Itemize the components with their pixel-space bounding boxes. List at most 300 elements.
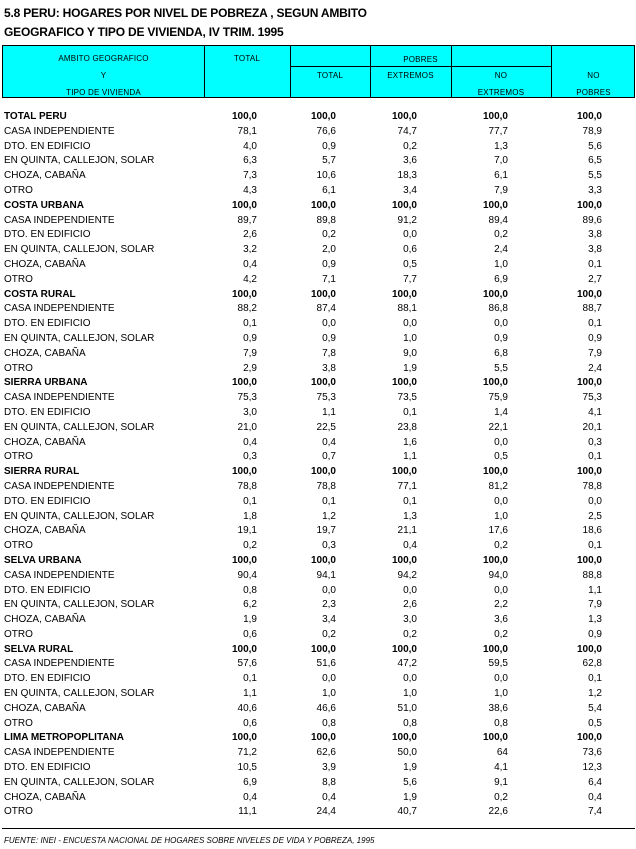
table-title-line-1: 5.8 PERU: HOGARES POR NIVEL DE POBREZA , SEGUN AMBITO <box>4 6 367 20</box>
cell-value: 7,9 <box>494 184 508 196</box>
cell-value: 88,8 <box>582 569 602 581</box>
cell-value: 57,6 <box>237 658 257 670</box>
cell-value: 6,1 <box>494 170 508 182</box>
row-label: EN QUINTA, CALLEJON, SOLAR <box>4 244 155 256</box>
cell-value: 22,5 <box>316 421 336 433</box>
cell-value: 1,9 <box>403 791 417 803</box>
cell-value: 1,1 <box>243 688 257 700</box>
cell-value: 3,4 <box>322 614 336 626</box>
table-row <box>0 273 636 288</box>
cell-value: 7,0 <box>494 155 508 167</box>
cell-value: 78,8 <box>582 480 602 492</box>
cell-value: 5,5 <box>494 362 508 374</box>
row-label: CASA INDEPENDIENTE <box>4 480 115 492</box>
cell-value: 0,0 <box>403 584 417 596</box>
cell-value: 0,0 <box>494 584 508 596</box>
cell-value: 0,5 <box>588 717 602 729</box>
cell-value: 100,0 <box>310 643 336 655</box>
cell-value: 1,9 <box>243 614 257 626</box>
cell-value: 78,9 <box>582 125 602 137</box>
cell-value: 1,3 <box>403 510 417 522</box>
row-label: EN QUINTA, CALLEJON, SOLAR <box>4 155 155 167</box>
row-label: EN QUINTA, CALLEJON, SOLAR <box>4 332 155 344</box>
category-row <box>0 643 636 658</box>
row-label: CHOZA, CABAÑA <box>4 702 86 714</box>
cell-value: 0,9 <box>494 332 508 344</box>
table-row <box>0 791 636 806</box>
header-no-pobres-line-1: NO <box>587 71 600 80</box>
category-row <box>0 465 636 480</box>
table-row <box>0 598 636 613</box>
cell-value: 94,1 <box>316 569 336 581</box>
cell-value: 1,2 <box>322 510 336 522</box>
row-label: CASA INDEPENDIENTE <box>4 747 115 759</box>
row-label: OTRO <box>4 540 33 552</box>
table-row <box>0 169 636 184</box>
row-label: CASA INDEPENDIENTE <box>4 569 115 581</box>
cell-value: 40,7 <box>397 806 417 818</box>
cell-value: 0,4 <box>588 791 602 803</box>
cell-value: 1,1 <box>403 451 417 463</box>
cell-value: 5,4 <box>588 702 602 714</box>
table-row <box>0 421 636 436</box>
cell-value: 75,3 <box>582 392 602 404</box>
cell-value: 6,5 <box>588 155 602 167</box>
table-row <box>0 510 636 525</box>
cell-value: 94,2 <box>397 569 417 581</box>
cell-value: 2,7 <box>588 273 602 285</box>
row-label: DTO. EN EDIFICIO <box>4 495 91 507</box>
table-row <box>0 657 636 672</box>
cell-value: 89,6 <box>582 214 602 226</box>
cell-value: 12,3 <box>582 762 602 774</box>
cell-value: 2,3 <box>322 599 336 611</box>
cell-value: 1,9 <box>403 762 417 774</box>
cell-value: 88,7 <box>582 303 602 315</box>
cell-value: 7,9 <box>588 599 602 611</box>
cell-value: 23,8 <box>397 421 417 433</box>
row-label: CASA INDEPENDIENTE <box>4 214 115 226</box>
cell-value: 5,5 <box>588 170 602 182</box>
cell-value: 1,0 <box>322 688 336 700</box>
cell-value: 9,1 <box>494 776 508 788</box>
row-label: OTRO <box>4 628 33 640</box>
table-row <box>0 584 636 599</box>
cell-value: 1,1 <box>588 584 602 596</box>
table-row <box>0 391 636 406</box>
cell-value: 5,6 <box>403 776 417 788</box>
cell-value: 6,9 <box>494 273 508 285</box>
table-row <box>0 717 636 732</box>
row-label: CASA INDEPENDIENTE <box>4 303 115 315</box>
cell-value: 100,0 <box>310 288 336 300</box>
row-label: OTRO <box>4 362 33 374</box>
cell-value: 46,6 <box>316 702 336 714</box>
cell-value: 4,1 <box>588 406 602 418</box>
cell-value: 100,0 <box>482 554 508 566</box>
table-row <box>0 154 636 169</box>
table-row <box>0 480 636 495</box>
cell-value: 1,0 <box>403 688 417 700</box>
cell-value: 100,0 <box>231 377 257 389</box>
cell-value: 0,0 <box>322 673 336 685</box>
cell-value: 75,9 <box>488 392 508 404</box>
cell-value: 90,4 <box>237 569 257 581</box>
cell-value: 0,1 <box>403 495 417 507</box>
cell-value: 100,0 <box>310 554 336 566</box>
cell-value: 0,1 <box>588 540 602 552</box>
row-label: DTO. EN EDIFICIO <box>4 762 91 774</box>
cell-value: 1,1 <box>322 406 336 418</box>
cell-value: 0,0 <box>494 673 508 685</box>
cell-value: 3,8 <box>322 362 336 374</box>
cell-value: 0,9 <box>322 332 336 344</box>
cell-value: 1,9 <box>403 362 417 374</box>
cell-value: 100,0 <box>576 199 602 211</box>
cell-value: 50,0 <box>397 747 417 759</box>
cell-value: 1,4 <box>494 406 508 418</box>
row-label: CHOZA, CABAÑA <box>4 170 86 182</box>
cell-value: 86,8 <box>488 303 508 315</box>
cell-value: 3,0 <box>403 614 417 626</box>
row-label: CHOZA, CABAÑA <box>4 525 86 537</box>
cell-value: 100,0 <box>231 288 257 300</box>
cell-value: 20,1 <box>582 421 602 433</box>
cell-value: 3,6 <box>494 614 508 626</box>
cell-value: 0,0 <box>403 229 417 241</box>
row-label: OTRO <box>4 451 33 463</box>
cell-value: 40,6 <box>237 702 257 714</box>
table-row <box>0 125 636 140</box>
cell-value: 0,5 <box>403 258 417 270</box>
table-row <box>0 569 636 584</box>
table-row <box>0 317 636 332</box>
cell-value: 9,0 <box>403 347 417 359</box>
cell-value: 100,0 <box>231 554 257 566</box>
cell-value: 0,4 <box>243 436 257 448</box>
row-label: DTO. EN EDIFICIO <box>4 140 91 152</box>
cell-value: 0,1 <box>403 406 417 418</box>
cell-value: 0,6 <box>403 244 417 256</box>
cell-value: 0,4 <box>322 436 336 448</box>
table-row <box>0 702 636 717</box>
row-label: COSTA URBANA <box>4 199 84 211</box>
cell-value: 78,8 <box>237 480 257 492</box>
cell-value: 10,5 <box>237 762 257 774</box>
cell-value: 0,9 <box>322 258 336 270</box>
cell-value: 3,3 <box>588 184 602 196</box>
header-pobres-total: TOTAL <box>316 71 344 80</box>
cell-value: 5,7 <box>322 155 336 167</box>
row-label: CASA INDEPENDIENTE <box>4 658 115 670</box>
cell-value: 1,8 <box>243 510 257 522</box>
cell-value: 100,0 <box>391 199 417 211</box>
cell-value: 91,2 <box>397 214 417 226</box>
cell-value: 4,1 <box>494 762 508 774</box>
table-row <box>0 140 636 155</box>
cell-value: 2,0 <box>322 244 336 256</box>
cell-value: 2,4 <box>588 362 602 374</box>
table-row <box>0 539 636 554</box>
cell-value: 100,0 <box>482 643 508 655</box>
cell-value: 1,0 <box>494 258 508 270</box>
cell-value: 1,0 <box>494 510 508 522</box>
header-no-extremos-line-1: NO <box>494 71 508 80</box>
cell-value: 11,1 <box>238 806 257 818</box>
cell-value: 78,1 <box>237 125 257 137</box>
cell-value: 0,3 <box>322 540 336 552</box>
cell-value: 0,7 <box>322 451 336 463</box>
cell-value: 0,0 <box>403 318 417 330</box>
cell-value: 0,6 <box>243 628 257 640</box>
cell-value: 100,0 <box>576 732 602 744</box>
row-label: CHOZA, CABAÑA <box>4 614 86 626</box>
cell-value: 6,2 <box>243 599 257 611</box>
category-row <box>0 731 636 746</box>
cell-value: 0,2 <box>322 229 336 241</box>
cell-value: 77,7 <box>488 125 508 137</box>
cell-value: 0,1 <box>243 673 257 685</box>
cell-value: 100,0 <box>391 377 417 389</box>
category-row <box>0 288 636 303</box>
cell-value: 6,4 <box>588 776 602 788</box>
row-label: DTO. EN EDIFICIO <box>4 673 91 685</box>
cell-value: 100,0 <box>482 466 508 478</box>
cell-value: 0,4 <box>322 791 336 803</box>
category-row <box>0 199 636 214</box>
cell-value: 2,2 <box>494 599 508 611</box>
cell-value: 8,8 <box>322 776 336 788</box>
header-pobres: POBRES <box>403 55 438 64</box>
cell-value: 7,9 <box>588 347 602 359</box>
cell-value: 0,9 <box>588 628 602 640</box>
cell-value: 100,0 <box>231 732 257 744</box>
cell-value: 64 <box>496 747 508 759</box>
table-row <box>0 805 636 820</box>
header-ambito-line-2: Y <box>100 71 107 80</box>
cell-value: 0,0 <box>322 584 336 596</box>
cell-value: 0,2 <box>494 628 508 640</box>
cell-value: 3,6 <box>403 155 417 167</box>
footer-divider <box>2 828 635 829</box>
cell-value: 100,0 <box>310 111 336 122</box>
cell-value: 94,0 <box>488 569 508 581</box>
row-label: COSTA RURAL <box>4 288 76 300</box>
cell-value: 0,1 <box>588 451 602 463</box>
cell-value: 100,0 <box>391 288 417 300</box>
cell-value: 0,9 <box>588 332 602 344</box>
cell-value: 100,0 <box>391 643 417 655</box>
row-label: CHOZA, CABAÑA <box>4 436 86 448</box>
cell-value: 100,0 <box>576 554 602 566</box>
table-row <box>0 524 636 539</box>
cell-value: 0,1 <box>588 673 602 685</box>
cell-value: 100,0 <box>576 377 602 389</box>
cell-value: 7,8 <box>322 347 336 359</box>
cell-value: 0,2 <box>243 540 257 552</box>
cell-value: 2,6 <box>403 599 417 611</box>
cell-value: 100,0 <box>576 643 602 655</box>
cell-value: 0,9 <box>322 140 336 152</box>
cell-value: 51,6 <box>316 658 336 670</box>
cell-value: 3,4 <box>403 184 417 196</box>
cell-value: 76,6 <box>316 125 336 137</box>
cell-value: 38,6 <box>488 702 508 714</box>
header-total: TOTAL <box>233 54 261 63</box>
category-row <box>0 376 636 391</box>
cell-value: 21,1 <box>397 525 417 537</box>
table-row <box>0 347 636 362</box>
cell-value: 10,6 <box>316 170 336 182</box>
cell-value: 0,3 <box>588 436 602 448</box>
cell-value: 51,0 <box>397 702 417 714</box>
cell-value: 75,3 <box>316 392 336 404</box>
row-label: EN QUINTA, CALLEJON, SOLAR <box>4 421 155 433</box>
cell-value: 100,0 <box>231 111 257 122</box>
cell-value: 78,8 <box>316 480 336 492</box>
cell-value: 100,0 <box>310 466 336 478</box>
row-label: OTRO <box>4 717 33 729</box>
cell-value: 100,0 <box>231 466 257 478</box>
header-ambito-line-1: AMBITO GEOGRAFICO <box>58 54 149 63</box>
header-extremos: EXTREMOS <box>387 71 434 80</box>
cell-value: 100,0 <box>391 466 417 478</box>
source-footnote: FUENTE: INEI - ENCUESTA NACIONAL DE HOGARES SOBRE NIVELES DE VIDA Y POBREZA, 1995 <box>4 836 375 845</box>
cell-value: 1,0 <box>403 332 417 344</box>
cell-value: 100,0 <box>482 288 508 300</box>
cell-value: 0,2 <box>322 628 336 640</box>
cell-value: 100,0 <box>310 377 336 389</box>
cell-value: 87,4 <box>316 303 336 315</box>
cell-value: 88,1 <box>397 303 417 315</box>
row-label: EN QUINTA, CALLEJON, SOLAR <box>4 510 155 522</box>
cell-value: 0,2 <box>403 628 417 640</box>
table-row <box>0 450 636 465</box>
cell-value: 3,8 <box>588 229 602 241</box>
table-row <box>0 672 636 687</box>
cell-value: 4,3 <box>243 184 257 196</box>
cell-value: 0,0 <box>494 436 508 448</box>
cell-value: 1,2 <box>588 688 602 700</box>
cell-value: 0,2 <box>494 229 508 241</box>
category-row <box>0 110 636 125</box>
row-label: SELVA URBANA <box>4 554 82 566</box>
row-label: DTO. EN EDIFICIO <box>4 318 91 330</box>
cell-value: 18,3 <box>397 170 417 182</box>
cell-value: 0,0 <box>322 318 336 330</box>
row-label: SIERRA RURAL <box>4 466 80 478</box>
row-label: DTO. EN EDIFICIO <box>4 406 91 418</box>
cell-value: 73,5 <box>397 392 417 404</box>
cell-value: 6,1 <box>322 184 336 196</box>
cell-value: 0,4 <box>243 791 257 803</box>
cell-value: 0,3 <box>243 451 257 463</box>
row-label: CHOZA, CABAÑA <box>4 347 86 359</box>
cell-value: 0,0 <box>403 673 417 685</box>
cell-value: 6,8 <box>494 347 508 359</box>
row-label: DTO. EN EDIFICIO <box>4 229 91 241</box>
cell-value: 19,7 <box>316 525 336 537</box>
cell-value: 3,0 <box>243 406 257 418</box>
cell-value: 100,0 <box>576 111 602 122</box>
cell-value: 75,3 <box>237 392 257 404</box>
cell-value: 2,9 <box>243 362 257 374</box>
cell-value: 7,1 <box>322 273 336 285</box>
cell-value: 7,9 <box>243 347 257 359</box>
cell-value: 1,6 <box>403 436 417 448</box>
row-label: LIMA METROPOPLITANA <box>4 732 124 744</box>
row-label: DTO. EN EDIFICIO <box>4 584 91 596</box>
row-label: EN QUINTA, CALLEJON, SOLAR <box>4 776 155 788</box>
row-label: TOTAL PERU <box>4 111 67 122</box>
row-label: CASA INDEPENDIENTE <box>4 125 115 137</box>
cell-value: 4,2 <box>243 273 257 285</box>
cell-value: 22,6 <box>488 806 508 818</box>
cell-value: 0,1 <box>243 318 257 330</box>
cell-value: 0,1 <box>243 495 257 507</box>
cell-value: 47,2 <box>397 658 417 670</box>
cell-value: 3,8 <box>588 244 602 256</box>
row-label: OTRO <box>4 806 33 818</box>
cell-value: 7,4 <box>588 806 602 818</box>
cell-value: 74,7 <box>397 125 417 137</box>
row-label: EN QUINTA, CALLEJON, SOLAR <box>4 688 155 700</box>
cell-value: 1,3 <box>588 614 602 626</box>
cell-value: 0,2 <box>494 791 508 803</box>
cell-value: 100,0 <box>231 643 257 655</box>
row-label: EN QUINTA, CALLEJON, SOLAR <box>4 599 155 611</box>
cell-value: 100,0 <box>310 199 336 211</box>
cell-value: 0,1 <box>588 258 602 270</box>
table-row <box>0 214 636 229</box>
cell-value: 77,1 <box>397 480 417 492</box>
cell-value: 2,6 <box>243 229 257 241</box>
cell-value: 2,5 <box>588 510 602 522</box>
table-row <box>0 746 636 761</box>
table-row <box>0 302 636 317</box>
cell-value: 89,4 <box>488 214 508 226</box>
cell-value: 1,0 <box>494 688 508 700</box>
cell-value: 21,0 <box>237 421 257 433</box>
row-label: CHOZA, CABAÑA <box>4 791 86 803</box>
row-label: CASA INDEPENDIENTE <box>4 392 115 404</box>
table-row <box>0 362 636 377</box>
header-no-extremos-line-2: EXTREMOS <box>477 88 525 97</box>
row-label: SELVA RURAL <box>4 643 74 655</box>
cell-value: 0,6 <box>243 717 257 729</box>
cell-value: 2,4 <box>494 244 508 256</box>
row-label: CHOZA, CABAÑA <box>4 258 86 270</box>
table-row <box>0 613 636 628</box>
cell-value: 89,8 <box>316 214 336 226</box>
cell-value: 100,0 <box>231 199 257 211</box>
header-no-pobres-line-2: POBRES <box>576 88 611 97</box>
cell-value: 59,5 <box>488 658 508 670</box>
cell-value: 6,9 <box>243 776 257 788</box>
cell-value: 81,2 <box>488 480 508 492</box>
table-row <box>0 776 636 791</box>
row-label: SIERRA URBANA <box>4 377 88 389</box>
cell-value: 0,4 <box>403 540 417 552</box>
cell-value: 88,2 <box>237 303 257 315</box>
category-row <box>0 554 636 569</box>
cell-value: 0,9 <box>243 332 257 344</box>
cell-value: 7,3 <box>243 170 257 182</box>
cell-value: 1,3 <box>494 140 508 152</box>
cell-value: 17,6 <box>488 525 508 537</box>
cell-value: 0,8 <box>322 717 336 729</box>
cell-value: 0,0 <box>494 318 508 330</box>
